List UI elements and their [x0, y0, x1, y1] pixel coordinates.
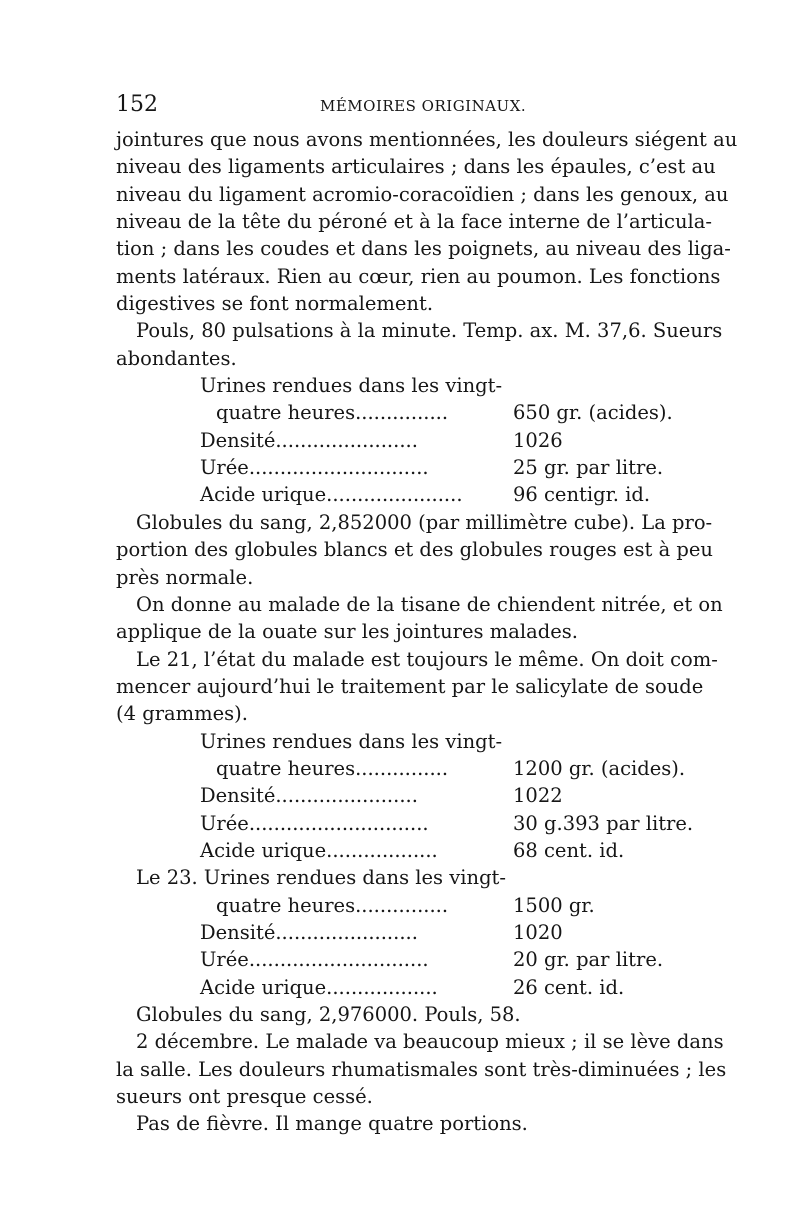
table-label: Urée.............................: [200, 811, 429, 835]
text-line: niveau du ligament acromio-coracoïdien ; dans les genoux, au: [116, 182, 729, 206]
text-line: mencer aujourd’hui le traitement par le salicylate de soude: [116, 674, 704, 698]
text-line: (4 grammes).: [116, 702, 248, 726]
urine-table-1-intro: [116, 372, 686, 399]
table-row: [116, 946, 686, 973]
table-value: 30 g.393 par litre.: [513, 811, 694, 835]
table-row: [116, 399, 686, 426]
text-line: la salle. Les douleurs rhumatismales sont très-diminuées ; les: [116, 1057, 727, 1081]
text-line: sueurs ont presque cessé.: [116, 1085, 373, 1109]
table-value: 25 gr. par litre.: [513, 456, 664, 480]
table-label: Densité.......................: [200, 784, 418, 808]
page-number: 152: [116, 92, 158, 117]
text-line: jointures que nous avons mentionnées, les douleurs siégent au: [116, 128, 738, 151]
table-label: Urée.............................: [200, 948, 429, 972]
table-value: 20 gr. par litre.: [513, 948, 664, 972]
table-label: quatre heures...............: [216, 893, 449, 917]
text-line: niveau des ligaments articulaires ; dans les épaules, c’est au: [116, 155, 716, 179]
text-line: Globules du sang, 2,852000 (par millimètre cube). La pro-: [136, 510, 713, 534]
table-value: 1026: [513, 428, 563, 452]
table-label: Acide urique..................: [200, 975, 438, 999]
urine-table-3-intro: [116, 864, 686, 891]
text-line: 2 décembre. Le malade va beaucoup mieux ; il se lève dans: [136, 1030, 724, 1054]
text-line: près normale.: [116, 565, 254, 589]
table-label: Le 23. Urines rendues dans les vingt-: [136, 866, 506, 890]
table-label: Acide urique..................: [200, 838, 438, 862]
text-line: Le 21, l’état du malade est toujours le même. On doit com-: [136, 647, 718, 671]
page-header: [116, 92, 686, 122]
table-value: 1020: [513, 920, 563, 944]
text-line: applique de la ouate sur les jointures malades.: [116, 620, 578, 644]
table-label: Acide urique......................: [200, 483, 463, 507]
running-title: MÉMOIRES ORIGINAUX.: [320, 97, 527, 115]
table-label: Urines rendues dans les vingt-: [200, 374, 503, 398]
table-row: [116, 810, 694, 837]
table-row: [116, 454, 686, 481]
text-line: Pas de fièvre. Il mange quatre portions.: [136, 1112, 528, 1136]
table-value: 68 cent. id.: [513, 838, 625, 862]
table-label: quatre heures...............: [216, 401, 449, 425]
table-row: [116, 919, 686, 946]
text-line: tion ; dans les coudes et dans les poignets, au niveau des liga-: [116, 237, 731, 261]
text-line: digestives se font normalement.: [116, 292, 434, 316]
text-line: niveau de la tête du péroné et à la face interne de l’articula-: [116, 210, 712, 234]
table-label: Urée.............................: [200, 456, 429, 480]
table-value: 1200 gr. (acides).: [513, 756, 686, 780]
table-row: [116, 481, 686, 508]
table-row: [116, 427, 686, 454]
text-line: Globules du sang, 2,976000. Pouls, 58.: [136, 1003, 521, 1026]
table-value: 650 gr. (acides).: [513, 401, 673, 425]
table-row: [116, 974, 686, 1001]
table-row: [116, 755, 686, 782]
text-line: abondantes.: [116, 346, 237, 370]
table-row: [116, 782, 686, 809]
text-line: ments latéraux. Rien au cœur, rien au poumon. Les fonctions: [116, 264, 721, 288]
text-line: On donne au malade de la tisane de chiendent nitrée, et on: [136, 592, 723, 616]
table-value: 26 cent. id.: [513, 975, 625, 999]
page-body: [116, 126, 738, 1138]
text-line: Pouls, 80 pulsations à la minute. Temp. ax. M. 37,6. Sueurs: [136, 319, 723, 343]
table-row: [116, 892, 686, 919]
table-label: Urines rendues dans les vingt-: [200, 729, 503, 753]
table-row: [116, 837, 686, 864]
table-label: Densité.......................: [200, 920, 418, 944]
text-line: portion des globules blancs et des globules rouges est à peu: [116, 538, 713, 562]
table-value: 1500 gr.: [513, 893, 595, 917]
table-label: Densité.......................: [200, 428, 418, 452]
table-label: quatre heures...............: [216, 756, 449, 780]
urine-table-2-intro: [116, 728, 686, 755]
table-value: 1022: [513, 784, 563, 808]
table-value: 96 centigr. id.: [513, 483, 651, 507]
